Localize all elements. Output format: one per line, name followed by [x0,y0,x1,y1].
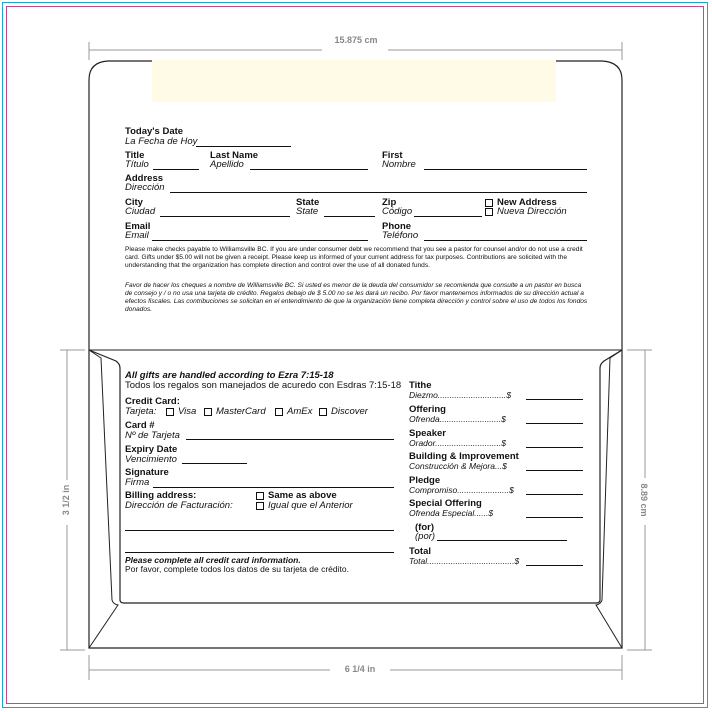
speaker-amount[interactable] [526,447,583,448]
city-field[interactable] [160,216,290,217]
billing-sub: Dirección de Facturación: [125,500,233,511]
expiry-sub: Vencimiento [125,454,177,465]
signature-sub: Firma [125,477,150,488]
for-field[interactable] [437,540,567,541]
card-number-label: Card # [125,420,155,431]
tithe-label: Tithe [409,380,432,391]
card-number-field[interactable] [186,439,394,440]
amex-label: AmEx [287,406,313,417]
total-sub: Total.....................................$ [409,556,520,566]
signature-label: Signature [125,467,169,478]
special-offering-amount[interactable] [526,517,583,518]
footer-english: Please complete all credit card information. [125,555,301,565]
building-amount[interactable] [526,470,583,471]
left-height-label: 3 1/2 in [61,484,71,516]
tithe-amount[interactable] [526,399,583,400]
speaker-label: Speaker [409,428,446,439]
mastercard-label: MasterCard [216,406,266,417]
same-as-above-label: Same as above [268,490,337,501]
same-as-above-checkbox[interactable] [256,492,264,500]
address-label: Address [125,173,164,184]
total-label: Total [409,546,431,557]
last-name-label: Last Name [210,150,259,161]
pledge-amount[interactable] [526,494,583,495]
first-name-field[interactable] [424,169,587,170]
city-label: City [125,197,143,208]
offering-label: Offering [409,404,446,415]
first-name-label: First [382,150,403,161]
email-field[interactable] [152,240,368,241]
special-offering-sub: Ofrenda Especial......$ [409,508,494,518]
state-sub: State [296,206,319,217]
offering-sub: Ofrenda..........................$ [409,414,506,424]
zip-field[interactable] [414,216,482,217]
nueva-direccion-checkbox[interactable] [485,208,493,216]
visa-checkbox[interactable] [166,408,174,416]
first-name-sub: Nombre [382,159,416,170]
address-window [152,60,556,102]
building-sub: Construcción & Mejora...$ [409,461,507,471]
visa-label: Visa [178,406,197,417]
signature-field[interactable] [153,487,394,488]
title-label: Title [125,150,145,161]
tarjeta-label: Tarjeta: [125,406,157,417]
new-address-checkbox[interactable] [485,199,493,207]
discover-label: Discover [331,406,368,417]
esdras-heading: Todos los regalos son manejados de acuredo con Esdras 7:15-18 [125,380,402,391]
igual-anterior-checkbox[interactable] [256,502,264,510]
special-offering-label: Special Offering [409,498,482,509]
email-label: Email [125,221,151,232]
title-field[interactable] [153,169,199,170]
total-amount[interactable] [526,565,583,566]
new-address-sub: Nueva Dirección [497,206,567,217]
state-label: State [296,197,320,208]
billing-line-2[interactable] [125,552,394,553]
new-address-label: New Address [497,197,557,208]
expiry-label: Expiry Date [125,444,178,455]
right-height-label: 8.89 cm [639,483,649,517]
last-name-sub: Apellido [210,159,244,170]
today-date-sub: La Fecha de Hoy [125,136,198,147]
same-as-above-sub: Igual que el Anterior [268,500,353,511]
building-label: Building & Improvement [409,451,519,462]
phone-field[interactable] [424,240,587,241]
footer-spanish: Por favor, complete todos los datos de su tarjeta de crédito. [125,564,349,574]
billing-label: Billing address: [125,490,197,501]
speaker-sub: Orador............................$ [409,438,506,448]
top-width-label: 15.875 cm [334,35,378,45]
title-sub: Título [125,159,149,170]
pledge-label: Pledge [409,475,441,486]
ezra-heading: All gifts are handled according to Ezra 7:15-18 [125,370,334,381]
pledge-sub: Compromiso......................$ [409,485,514,495]
city-sub: Ciudad [125,206,156,217]
card-number-sub: Nº de Tarjeta [125,430,180,441]
zip-label: Zip [382,197,397,208]
phone-sub: Teléfono [382,230,419,241]
tithe-sub: Diezmo.............................$ [409,390,512,400]
last-name-field[interactable] [250,169,368,170]
today-date-label: Today's Date [125,126,184,137]
amex-checkbox[interactable] [275,408,283,416]
notice-english: Please make checks payable to Williamsville BC. If you are under consumer debt we recommend that you see a pastor for counsel and/or do not use a credit card. Gifts under $5.00 will not be given a receipt. Please keep us informed of your current address for tax purposes. Contributions are solicited with the understanding that the organization has complete direction and control over the use of all donated funds. [125,246,583,269]
bottom-width-label: 6 1/4 in [344,664,376,674]
offering-amount[interactable] [526,423,583,424]
zip-sub: Código [382,206,413,217]
phone-label: Phone [382,221,412,232]
discover-checkbox[interactable] [319,408,327,416]
address-sub: Dirección [125,182,165,193]
credit-card-label: Credit Card: [125,396,180,407]
expiry-field[interactable] [182,463,247,464]
state-field[interactable] [324,216,375,217]
notice-spanish: Favor de hacer los cheques a nombre de Williamsville BC. Si usted es menor de la deuda del consumidor se recomienda que consulte a un pastor en busca de consejo y / o no usa una tarjeta de crédito. Regalos debajo de $ 5.00 no se les dará un recibo. Por favor mantenernos informados de su dirección actual a efectos fiscales. Las contribuciones se solicitan en el entendimiento de que la organización tiene completa dirección y control sobre el uso de todos los fondos donados. [125,282,588,313]
email-sub: Email [125,230,149,241]
today-date-field[interactable] [196,146,291,147]
address-field[interactable] [170,192,587,193]
mastercard-checkbox[interactable] [204,408,212,416]
for-label: (for) [415,522,434,533]
for-sub: (por) [415,531,436,542]
billing-line-1[interactable] [125,530,394,531]
